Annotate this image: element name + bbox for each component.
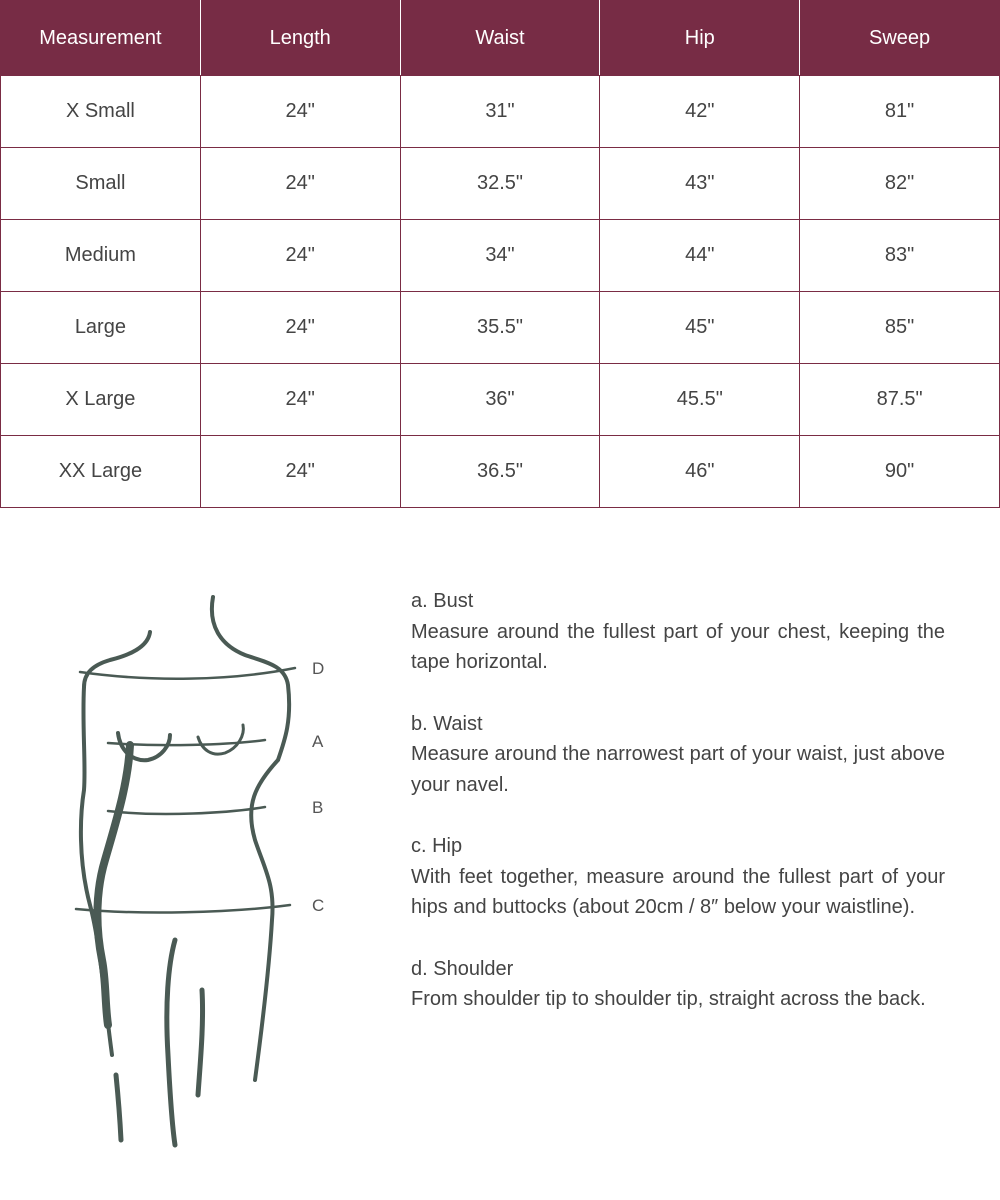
measurement-label-b: B bbox=[312, 798, 324, 817]
table-cell: 45.5" bbox=[600, 364, 800, 436]
table-cell: 87.5" bbox=[800, 364, 1000, 436]
column-header: Waist bbox=[400, 1, 600, 76]
table-row bbox=[1, 220, 1000, 292]
table-cell: 24" bbox=[200, 364, 400, 436]
table-row bbox=[1, 364, 1000, 436]
column-header: Hip bbox=[600, 1, 800, 76]
table-cell: 31" bbox=[400, 76, 600, 148]
guide-description: Measure around the narrowest part of your waist, just above your navel. bbox=[411, 743, 945, 796]
table-cell: X Small bbox=[1, 76, 201, 148]
table-cell: 45" bbox=[600, 292, 800, 364]
guide-title: a. Bust bbox=[411, 590, 474, 612]
measurement-label-c: C bbox=[312, 896, 325, 915]
column-header: Measurement bbox=[1, 1, 201, 76]
table-cell: 85" bbox=[800, 292, 1000, 364]
table-cell: 36.5" bbox=[400, 436, 600, 508]
table-cell: X Large bbox=[1, 364, 201, 436]
table-cell: 46" bbox=[600, 436, 800, 508]
guide-item-bust bbox=[411, 586, 945, 678]
table-cell: 83" bbox=[800, 220, 1000, 292]
table-cell: 44" bbox=[600, 220, 800, 292]
table-cell: 90" bbox=[800, 436, 1000, 508]
table-cell: Small bbox=[1, 148, 201, 220]
column-header: Sweep bbox=[800, 1, 1000, 76]
guide-description: From shoulder tip to shoulder tip, straight across the back. bbox=[411, 988, 926, 1010]
table-cell: 35.5" bbox=[400, 292, 600, 364]
table-row bbox=[1, 436, 1000, 508]
table-cell: Large bbox=[1, 292, 201, 364]
guide-title: b. Waist bbox=[411, 712, 483, 735]
guide-item-shoulder bbox=[411, 954, 945, 1015]
table-row bbox=[1, 292, 1000, 364]
table-row bbox=[1, 148, 1000, 220]
table-cell: 24" bbox=[200, 436, 400, 508]
table-row bbox=[1, 76, 1000, 148]
guide-description: With feet together, measure around the fullest part of your hips and buttocks (about 20cm / 8″ below your waistline). bbox=[411, 865, 945, 918]
table-cell: 32.5" bbox=[400, 148, 600, 220]
table-header-row bbox=[1, 1, 1000, 76]
table-cell: 82" bbox=[800, 148, 1000, 220]
table-cell: 43" bbox=[600, 148, 800, 220]
guide-title: c. Hip bbox=[411, 835, 463, 857]
guide-description: Measure around the fullest part of your chest, keeping the tape horizontal. bbox=[411, 620, 945, 673]
table-cell: Medium bbox=[1, 220, 201, 292]
table-cell: 42" bbox=[600, 76, 800, 148]
guide-item-waist bbox=[411, 709, 945, 801]
table-cell: 24" bbox=[200, 76, 400, 148]
measurement-label-a: A bbox=[312, 732, 324, 751]
table-cell: 81" bbox=[800, 76, 1000, 148]
table-cell: XX Large bbox=[1, 436, 201, 508]
guide-item-hip bbox=[411, 831, 945, 923]
measurement-label-d: D bbox=[312, 659, 325, 678]
table-cell: 24" bbox=[200, 148, 400, 220]
size-chart-table bbox=[0, 0, 1000, 508]
guide-title: d. Shoulder bbox=[411, 957, 514, 980]
table-cell: 24" bbox=[200, 220, 400, 292]
column-header: Length bbox=[200, 1, 400, 76]
table-cell: 34" bbox=[400, 220, 600, 292]
table-cell: 24" bbox=[200, 292, 400, 364]
measurement-guide bbox=[411, 586, 945, 1046]
body-measurement-figure bbox=[60, 585, 360, 1165]
table-cell: 36" bbox=[400, 364, 600, 436]
